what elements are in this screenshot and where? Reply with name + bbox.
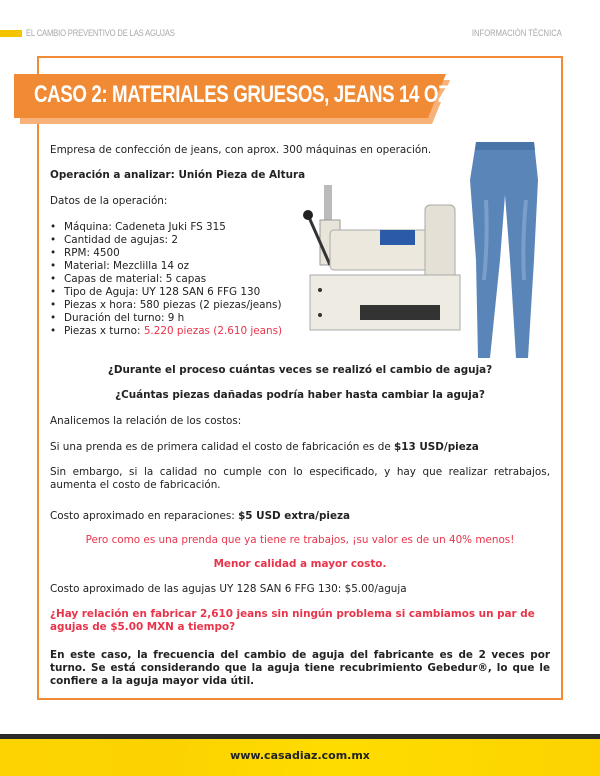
item-value: 5.220 piezas (2.610 jeans): [143, 325, 283, 337]
warning-text: Pero como es una prenda que ya tiene re trabajos, ¡su valor es de un 40% menos!: [85, 534, 515, 546]
list-item: • Máquina: Cadeneta Juki FS 315: [50, 221, 282, 234]
question-damaged-pieces: ¿Cuántas piezas dañadas podría haber hasta cambiar la aguja?: [115, 389, 485, 401]
first-quality-cost: [50, 441, 550, 454]
repair-cost: [50, 510, 550, 523]
repair-value: $5 USD extra/pieza: [238, 510, 351, 522]
jeans-image: [458, 140, 548, 362]
slogan: Menor calidad a mayor costo.: [213, 558, 387, 570]
repair-text: Costo aproximado en reparaciones:: [50, 510, 239, 522]
list-item: • Piezas x hora: 580 piezas (2 piezas/jeans): [50, 299, 282, 312]
data-label: Datos de la operación:: [50, 195, 168, 207]
list-item: • Duración del turno: 9 h: [50, 312, 282, 325]
footer: [0, 739, 600, 776]
list-item: [50, 325, 282, 338]
operation-heading: Operación a analizar: Unión Pieza de Altura: [50, 169, 306, 181]
header-category: INFORMACIÓN TÉCNICA: [472, 28, 562, 38]
header-accent-bar: [0, 30, 22, 37]
header-section-title: EL CAMBIO PREVENTIVO DE LAS AGUJAS: [26, 28, 175, 38]
operation-data-list: [50, 221, 282, 338]
question-needle-changes: ¿Durante el proceso cuántas veces se realizó el cambio de aguja?: [107, 364, 493, 376]
intro-text: Empresa de confección de jeans, con aprox. 300 máquinas en operación.: [50, 144, 432, 156]
item-label: Piezas x turno:: [64, 325, 144, 337]
cost-value: $13 USD/pieza: [394, 441, 479, 453]
needle-cost: Costo aproximado de las agujas UY 128 SAN 6 FFG 130: $5.00/aguja: [50, 583, 407, 595]
conclusion: En este caso, la frecuencia del cambio de aguja del fabricante es de 2 veces por turno. Se está considerando que la aguja tiene recubrimiento Gebedur®, lo que le confiere a la aguja mayor vida útil.: [50, 649, 550, 687]
list-item: • Cantidad de agujas: 2: [50, 234, 282, 247]
rework-text: Sin embargo, si la calidad no cumple con lo especificado, y hay que realizar retrabajos, aumenta el costo de fabricación.: [50, 466, 550, 491]
analysis-intro: Analicemos la relación de los costos:: [50, 415, 242, 427]
list-item: • Capas de material: 5 capas: [50, 273, 282, 286]
list-item: • RPM: 4500: [50, 247, 282, 260]
question-relation: ¿Hay relación en fabricar 2,610 jeans sin ningún problema si cambiamos un par de agujas de $5.00 MXN a tiempo?: [50, 608, 535, 633]
cost-text: Si una prenda es de primera calidad el costo de fabricación es de: [50, 441, 395, 453]
page-title: CASO 2: MATERIALES GRUESOS, JEANS 14 OZ.: [34, 81, 454, 108]
list-item: • Tipo de Aguja: UY 128 SAN 6 FFG 130: [50, 286, 282, 299]
sewing-machine-image: [300, 185, 465, 345]
list-item: • Material: Mezclilla 14 oz: [50, 260, 282, 273]
website-link[interactable]: www.casadiaz.com.mx: [230, 749, 370, 762]
